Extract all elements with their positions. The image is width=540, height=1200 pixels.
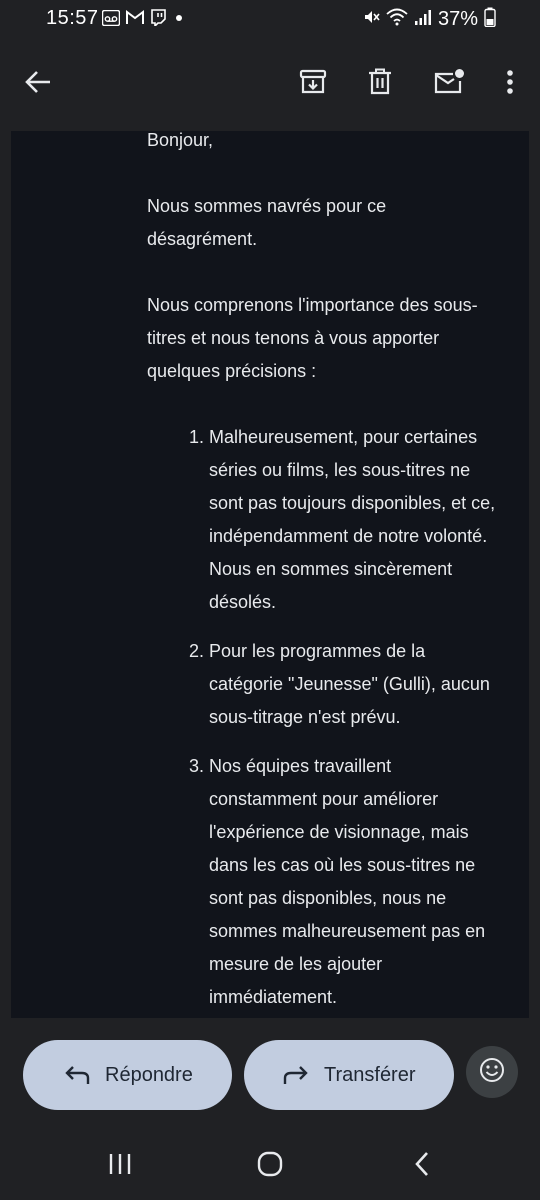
reply-icon <box>63 1061 91 1089</box>
mark-unread-icon <box>433 68 465 101</box>
forward-button[interactable] <box>244 1040 454 1110</box>
list-item-number: 2. <box>189 641 205 661</box>
forward-icon <box>282 1061 310 1089</box>
twitch-icon <box>150 9 166 31</box>
email-paragraph-1: Nous sommes navrés pour ce désagrément. <box>147 196 387 249</box>
app-bar <box>0 40 540 130</box>
dot-icon <box>172 11 186 30</box>
battery-level: 37% <box>437 8 478 30</box>
list-item-text: Malheureusement, pour certaines séries ou films, les sous-titres ne sont pas toujours disponibles, et ce, indépendamment de notre volonté. Nous en sommes sincèrement désolés. <box>209 427 496 612</box>
back-arrow-icon <box>25 70 51 99</box>
home-button[interactable] <box>250 1146 290 1186</box>
list-item-number: 3. <box>189 756 205 776</box>
emoji-reaction-button[interactable] <box>466 1046 518 1098</box>
battery-icon <box>484 7 496 32</box>
forward-label: Transférer <box>324 1063 416 1086</box>
notification-icons <box>102 9 186 31</box>
recent-apps-icon <box>108 1152 132 1181</box>
recent-apps-button[interactable] <box>100 1146 140 1186</box>
mute-icon <box>362 8 380 31</box>
chevron-left-icon <box>413 1151 431 1182</box>
system-icons <box>362 7 496 32</box>
system-nav-bar <box>0 1128 540 1200</box>
emoji-icon <box>479 1057 505 1088</box>
archive-icon <box>299 68 327 101</box>
list-item-text: Pour les programmes de la catégorie "Jeunesse" (Gulli), aucun sous-titrage n'est prévu. <box>209 641 490 727</box>
email-content <box>147 131 507 1018</box>
wifi-icon <box>386 8 408 31</box>
email-greeting: Bonjour, <box>147 131 214 150</box>
voicemail-icon <box>102 10 120 31</box>
status-bar <box>0 0 540 40</box>
more-options-button[interactable] <box>486 60 534 108</box>
list-item <box>189 421 499 619</box>
list-item-number: 1. <box>189 427 205 447</box>
signal-icon <box>414 8 432 31</box>
archive-button[interactable] <box>289 60 337 108</box>
email-list <box>147 421 507 1014</box>
status-time: 15:57 <box>46 7 99 29</box>
list-item <box>189 750 499 1014</box>
list-item <box>189 635 499 734</box>
email-paragraph-2: Nous comprenons l'importance des sous-titres et nous tenons à vous apporter quelques précisions : <box>147 295 478 381</box>
list-item-text: Nos équipes travaillent constamment pour améliorer l'expérience de visionnage, mais dans les cas où les sous-titres ne sont pas disponibles, nous ne sommes malheureusement pas en mesure de les ajouter immédiatement. <box>209 756 486 1007</box>
delete-icon <box>367 68 393 101</box>
mark-unread-button[interactable] <box>425 60 473 108</box>
gmail-icon <box>126 10 144 31</box>
reply-label: Répondre <box>105 1063 193 1086</box>
back-nav-button[interactable] <box>402 1146 442 1186</box>
action-bar <box>0 1018 540 1128</box>
back-button[interactable] <box>14 60 62 108</box>
reply-button[interactable] <box>23 1040 232 1110</box>
delete-button[interactable] <box>356 60 404 108</box>
more-vert-icon <box>506 69 514 100</box>
home-icon <box>256 1150 284 1183</box>
email-body <box>11 131 529 1018</box>
